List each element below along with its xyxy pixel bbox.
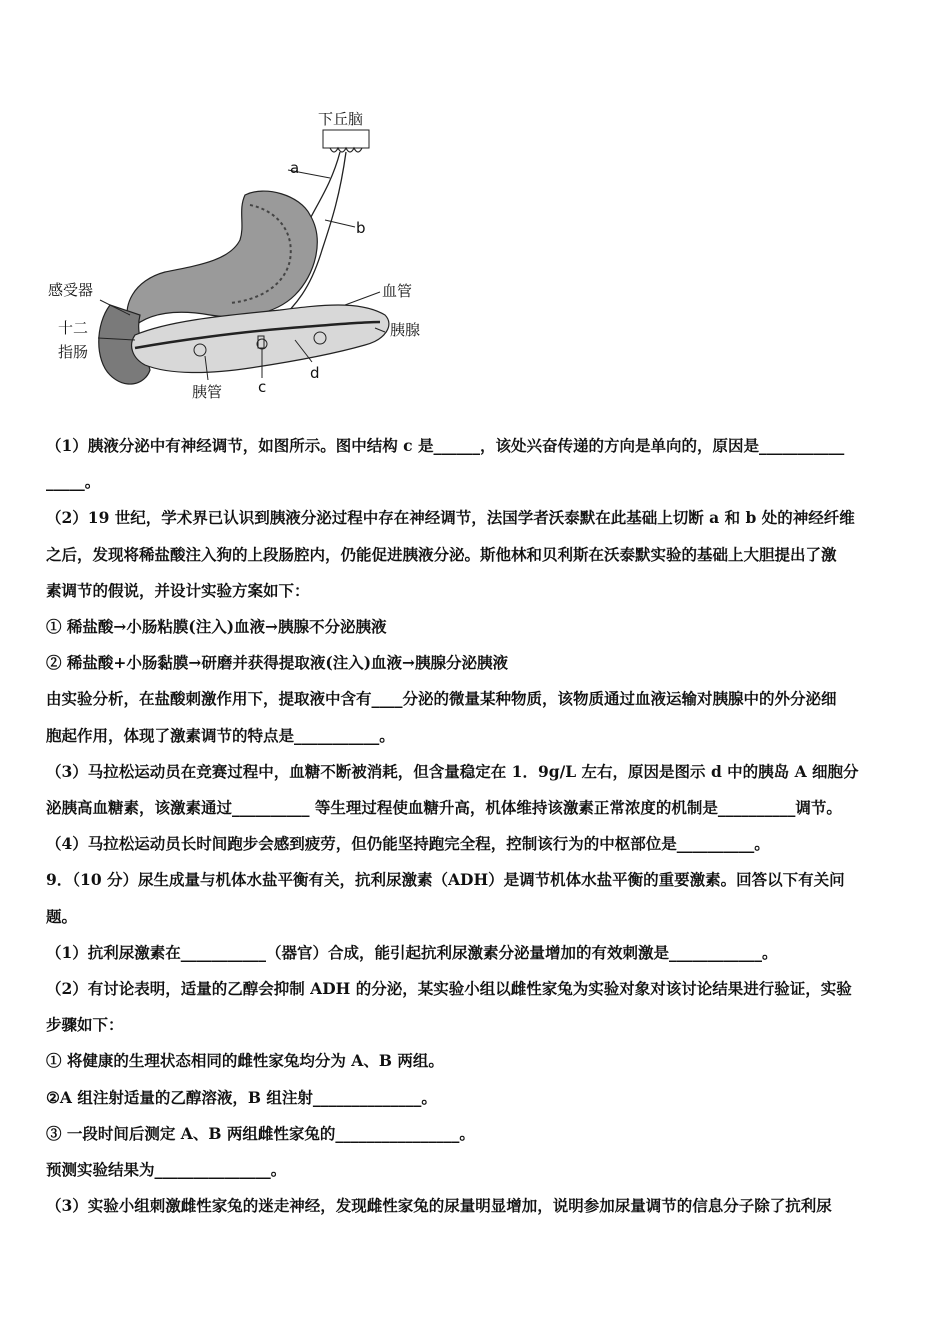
line-q2-step2: ② 稀盐酸+小肠黏膜→研磨并获得提取液(注入)血液→胰腺分泌胰液 [46,653,509,673]
digestive-system-figure [40,100,440,410]
line-9-a: 9．（10 分）尿生成量与机体水盐平衡有关，抗利尿激素（ADH）是调节机体水盐平衡的重要激素。回答以下有关问 [46,870,845,890]
line-9-predict: 预测实验结果为_______________。 [46,1160,287,1180]
line-q2-e: 胞起作用，体现了激素调节的特点是___________。 [46,725,395,745]
label-duct: 胰管 [192,383,223,401]
stomach-pancreas-diagram [40,100,440,410]
line-q4: （4）马拉松运动员长时间跑步会感到疲劳，但仍能坚持跑完全程，控制该行为的中枢部位是__________。 [46,834,770,854]
line-q1-a: （1）胰液分泌中有神经调节，如图所示。图中结构 c 是______，该处兴奋传递的方向是单向的，原因是___________ [46,436,845,455]
line-9-step3: ③ 一段时间后测定 A、B 两组雌性家兔的________________。 [46,1123,475,1143]
pancreas-shape [132,305,389,373]
label-b: b [356,219,366,237]
label-pancreas: 胰腺 [390,321,421,339]
line-9-2a: （2）有讨论表明，适量的乙醇会抑制 ADH 的分泌，某实验小组以雌性家兔为实验对象对该讨论结果进行验证，实验 [46,979,852,999]
line-q2-b: 之后，发现将稀盐酸注入狗的上段肠腔内，仍能促进胰液分泌。斯他林和贝利斯在沃泰默实验的基础上大胆提出了激 [46,544,837,564]
label-receptor: 感受器 [48,281,94,299]
label-d: d [310,364,320,382]
label-a: a [290,159,300,177]
label-c: c [258,378,267,396]
leader-vessel [345,292,380,305]
line-q2-a: （2）19 世纪，学术界已认识到胰液分泌过程中存在神经调节，法国学者沃泰默在此基础上切断 a 和 b 处的神经纤维 [46,508,855,528]
line-q2-c: 素调节的假说，并设计实验方案如下： [46,580,310,600]
line-9-1: （1）抗利尿激素在___________（器官）合成，能引起抗利尿激素分泌量增加的有效刺激是____________。 [46,942,778,962]
hypothalamus-wave [330,148,362,152]
label-vessel: 血管 [382,282,413,300]
line-q1-b: _____。 [46,472,101,492]
line-9-b: 题。 [46,906,78,926]
line-q2-d: 由实验分析，在盐酸刺激作用下，提取液中含有____分泌的微量某种物质，该物质通过血液运输对胰腺中的外分泌细 [46,689,837,709]
line-q2-step1: ① 稀盐酸→小肠粘膜(注入)血液→胰腺不分泌胰液 [46,617,387,637]
label-hypothalamus: 下丘脑 [318,110,364,128]
label-duodenum-1: 十二 [58,319,89,337]
question-text [46,428,904,1224]
line-9-step2: ②A 组注射适量的乙醇溶液，B 组注射______________。 [46,1087,437,1107]
line-9-2b: 步骤如下： [46,1015,124,1035]
label-duodenum-2: 指肠 [58,343,89,361]
line-q3-a: （3）马拉松运动员在竞赛过程中，血糖不断被消耗，但含量稳定在 1．9g/L 左右，原因是图示 d 中的胰岛 A 细胞分 [46,761,859,781]
line-q3-b: 泌胰高血糖素，该激素通过__________ 等生理过程使血糖升高，机体维持该激素正常浓度的机制是__________调节。 [46,798,842,818]
hypothalamus-box [323,130,369,148]
line-9-step1: ① 将健康的生理状态相同的雌性家兔均分为 A、B 两组。 [46,1051,444,1071]
line-9-3: （3）实验小组刺激雌性家兔的迷走神经，发现雌性家兔的尿量明显增加，说明参加尿量调节的信息分子除了抗利尿 [46,1196,832,1216]
